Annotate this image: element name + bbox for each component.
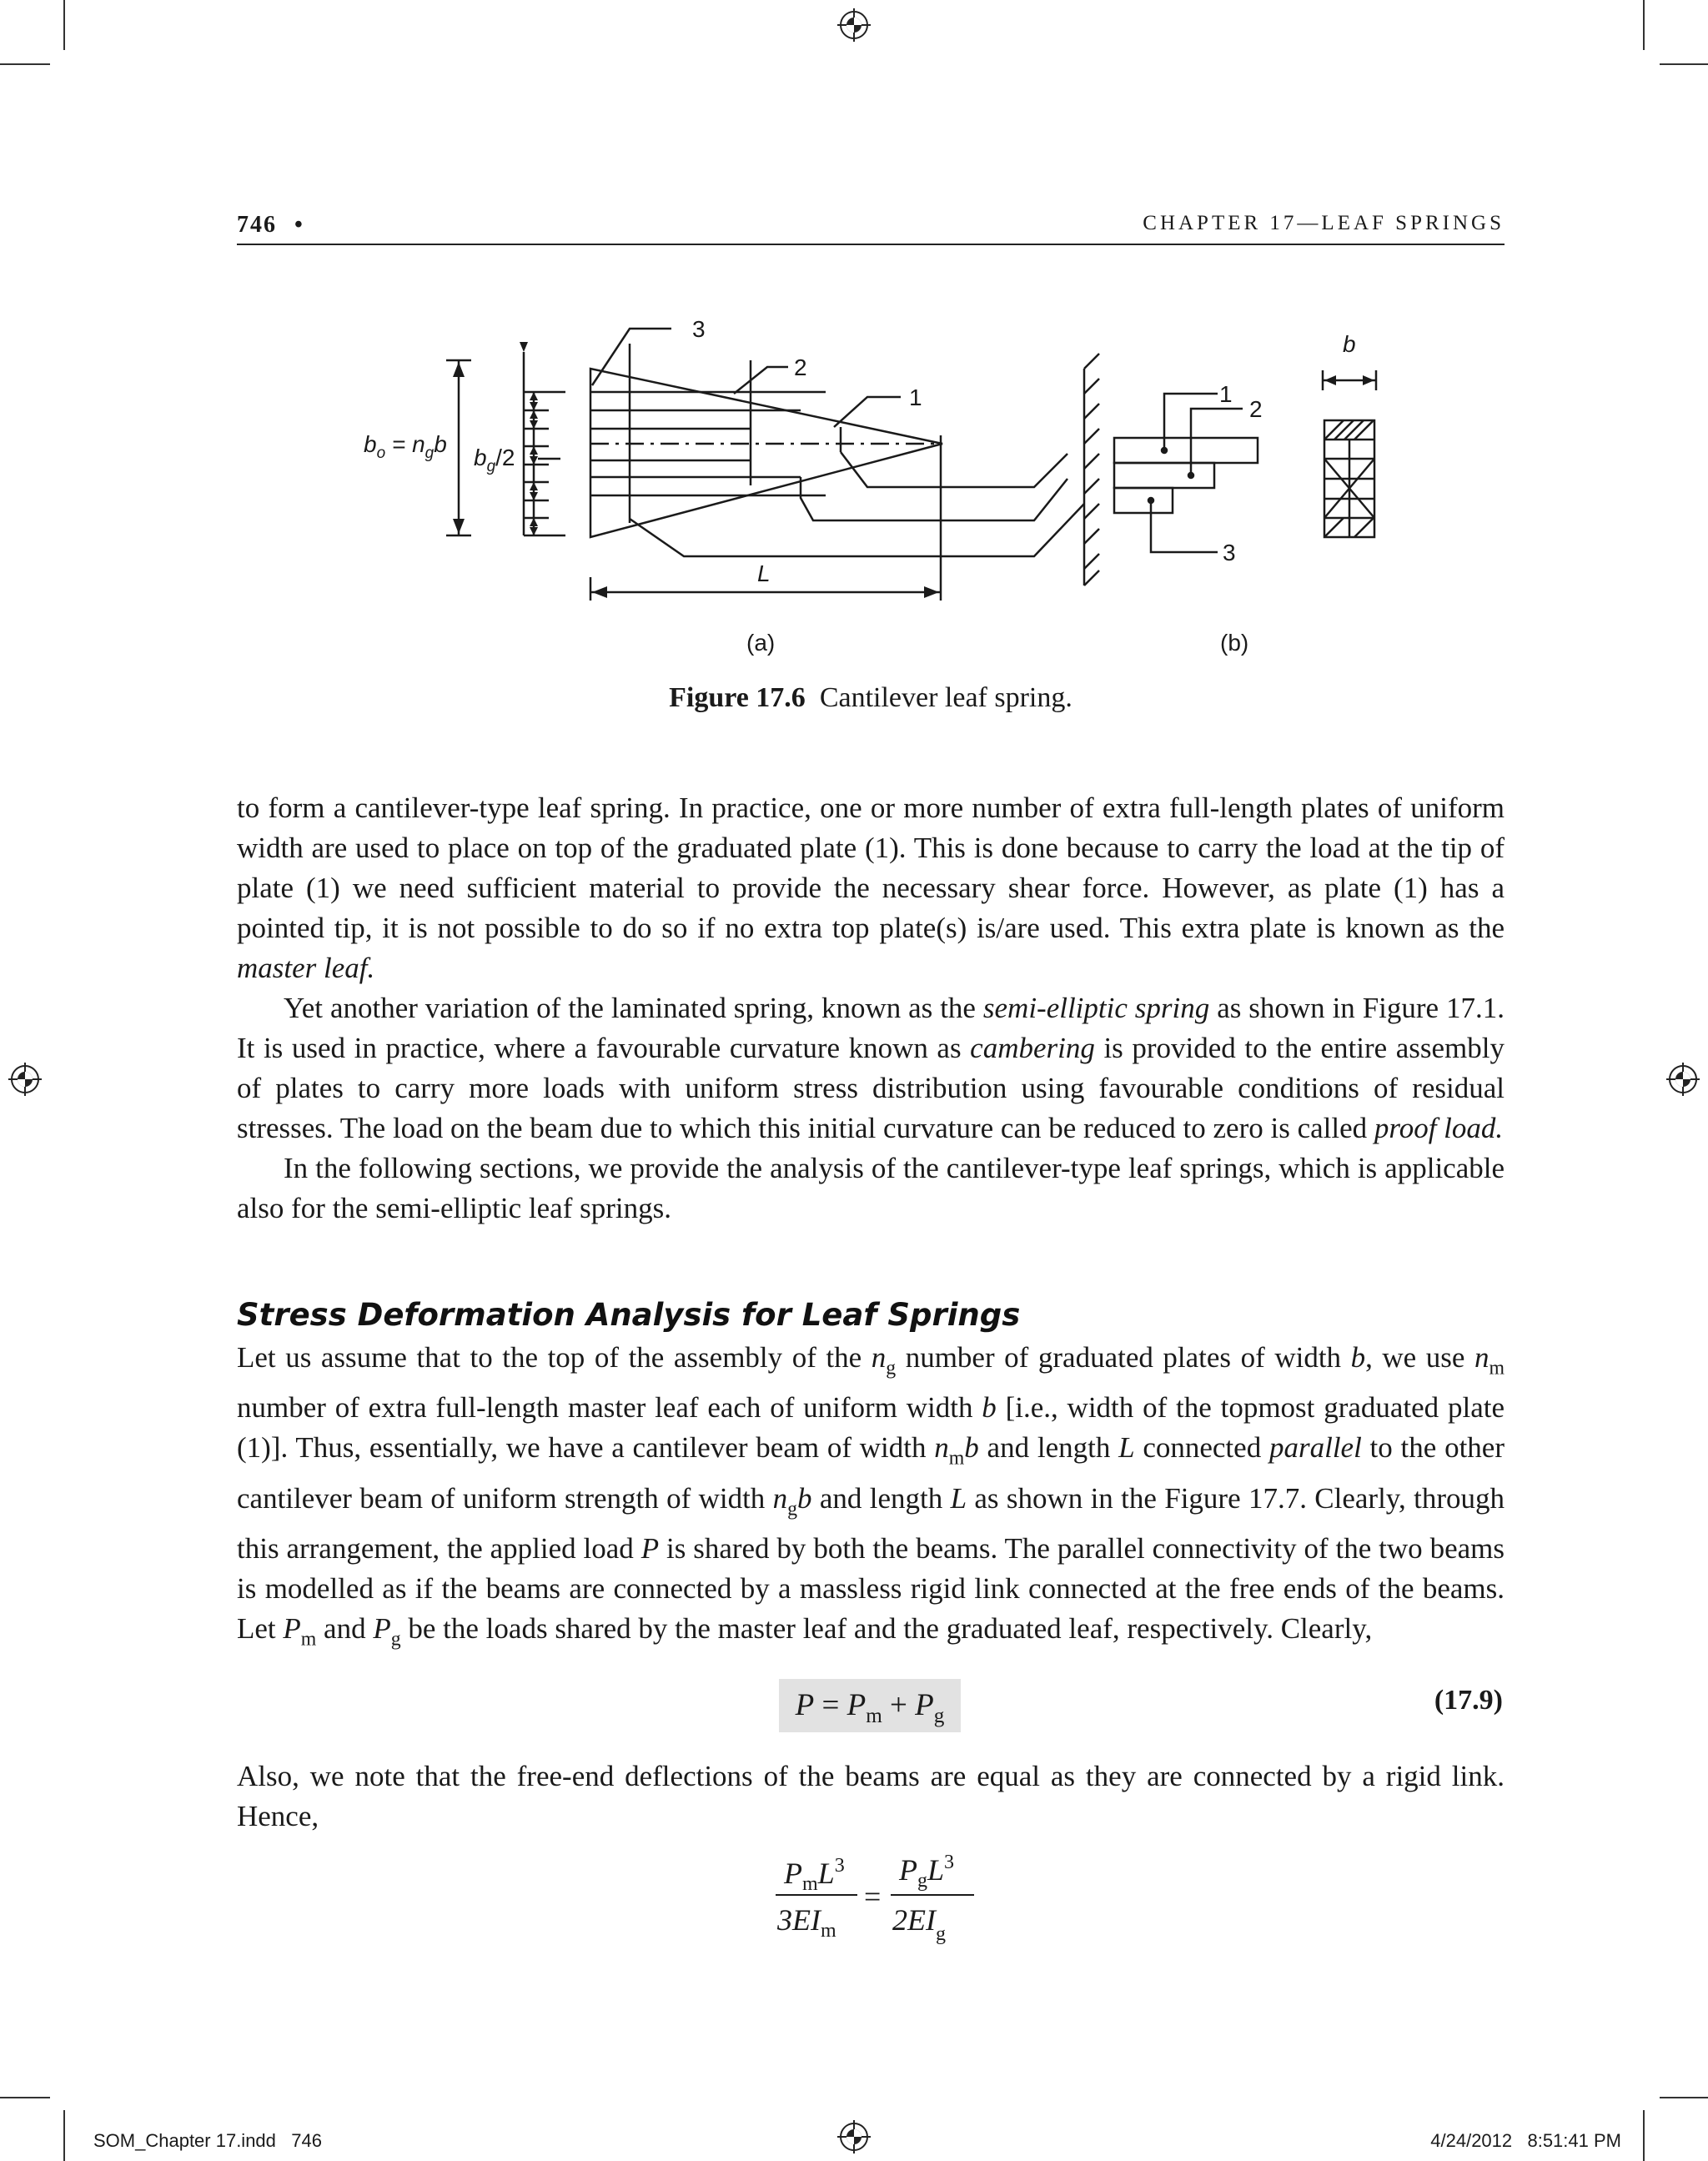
registration-mark-top-icon <box>837 8 871 42</box>
paragraph-1: to form a cantilever-type leaf spring. In practice, one or more number of extra full-length plates of uniform width are used to place on top of the graduated plate (1). This is done because to carry the load at the tip of plate (1) we need sufficient material to provide the necessary shear force. However, as plate (1) has a pointed tip, it is not possible to do so if no extra top plate(s) is/are used. This extra plate is known as the master leaf. <box>237 792 1505 984</box>
crop-mark-bottom-right-v <box>1643 2110 1645 2161</box>
crop-mark-top-left-h <box>0 63 50 65</box>
body-text-upper <box>237 788 1505 1229</box>
slug-filename: SOM_Chapter 17.indd 746 <box>93 2130 322 2151</box>
crop-mark-top-right-v <box>1643 0 1645 50</box>
paragraph-2: Yet another variation of the laminated spring, known as the semi-elliptic spring as shown in Figure 17.1. It is used in practice, where a favourable curvature known as cambering is provided to the entire assembly of plates to carry more loads with uniform stress distribution using favourable conditions of residual stresses. The load on the beam due to which this initial curvature can be reduced to zero is called proof load. <box>237 992 1505 1144</box>
paragraph-5: Also, we note that the free-end deflections of the beams are equal as they are connected by a rigid link. Hence, <box>237 1760 1505 1832</box>
cross-section <box>1323 370 1376 537</box>
equation-number: (17.9) <box>1434 1685 1503 1716</box>
page-number <box>237 212 304 239</box>
crop-mark-top-right-h <box>1660 63 1708 65</box>
frac-left-denominator: $3EI_m$ <box>777 1903 836 1942</box>
section-heading: Stress Deformation Analysis for Leaf Springs <box>237 1297 1021 1333</box>
body-text-lower <box>237 1338 1505 1659</box>
callout-1-a: 1 <box>909 384 922 410</box>
length-label: L <box>757 560 771 586</box>
header-rule <box>237 244 1505 245</box>
registration-mark-left-icon <box>8 1063 42 1096</box>
crop-mark-top-left-v <box>63 0 65 50</box>
width-label-b: b <box>1343 331 1356 357</box>
bg-half-label: $b_g/2$ <box>474 445 515 475</box>
body-text-final <box>237 1756 1505 1837</box>
equation-17-9: $P = P_m + P_g$ <box>795 1688 945 1727</box>
callout-2-a: 2 <box>794 354 807 380</box>
paragraph-4: Let us assume that to the top of the assembly of the $n_g$ number of graduated plates of width b, we use $n_m$ number of extra full-length master leaf each of uniform width b [i.e., width of the topmost graduated plate (1)]. Thus, essentially, we have a cantilever beam of width $n_mb$ and length L connected parallel to the other cantilever beam of uniform strength of width $n_gb$ and length L as shown in the Figure 17.7. Clearly, through this arrangement, the applied load P is shared by both the beams. The parallel connectivity of the two beams is modelled as if the beams are connected by a massless rigid link connected at the free ends of the beams. Let $P_m$ and $P_g$ be the loads shared by the master leaf and the graduated leaf, respectively. Clearly, <box>237 1341 1505 1651</box>
figure-caption <box>237 682 1505 714</box>
frac-right-numerator: $P_gL^3$ <box>899 1852 955 1892</box>
deflection-equality-equation <box>776 1842 976 1950</box>
callout-2-b: 2 <box>1249 396 1263 422</box>
registration-mark-bottom-icon <box>837 2120 871 2153</box>
figure-caption-text: Cantilever leaf spring. <box>819 682 1073 713</box>
slug-datetime: 4/24/2012 8:51:41 PM <box>1430 2130 1621 2151</box>
registration-mark-right-icon <box>1666 1063 1700 1096</box>
bo-dimension <box>446 360 471 535</box>
stepped-plates-side-view <box>1114 394 1258 552</box>
panel-b-label: (b) <box>1220 630 1249 656</box>
frac-equals: = <box>864 1880 882 1913</box>
crop-mark-bottom-left-v <box>63 2110 65 2161</box>
frac-left-numerator: $P_mL^3$ <box>784 1855 845 1895</box>
crop-mark-bottom-left-h <box>0 2097 50 2098</box>
figure-label: Figure 17.6 <box>669 682 806 713</box>
page-number-value: 746 <box>237 212 277 238</box>
header-bullet: • <box>294 212 304 238</box>
running-title: CHAPTER 17—LEAF SPRINGS <box>1143 212 1505 234</box>
crop-mark-bottom-right-h <box>1660 2097 1708 2098</box>
plate-width-dimensions <box>520 342 565 535</box>
bo-label: $b_o = n_gb$ <box>364 431 447 462</box>
panel-a-label: (a) <box>746 630 776 656</box>
callout-3-a: 3 <box>692 316 706 342</box>
fixed-wall <box>1084 354 1099 585</box>
uniform-strength-plan-view <box>590 344 942 537</box>
cantilever-leaf-spring-figure <box>334 310 1418 677</box>
frac-right-denominator: $2EI_g$ <box>892 1903 946 1945</box>
callout-3-b: 3 <box>1223 540 1236 565</box>
paragraph-3: In the following sections, we provide the analysis of the cantilever-type leaf springs, which is applicable also for the semi-elliptic leaf springs. <box>237 1152 1505 1224</box>
callout-1-b: 1 <box>1219 381 1233 407</box>
